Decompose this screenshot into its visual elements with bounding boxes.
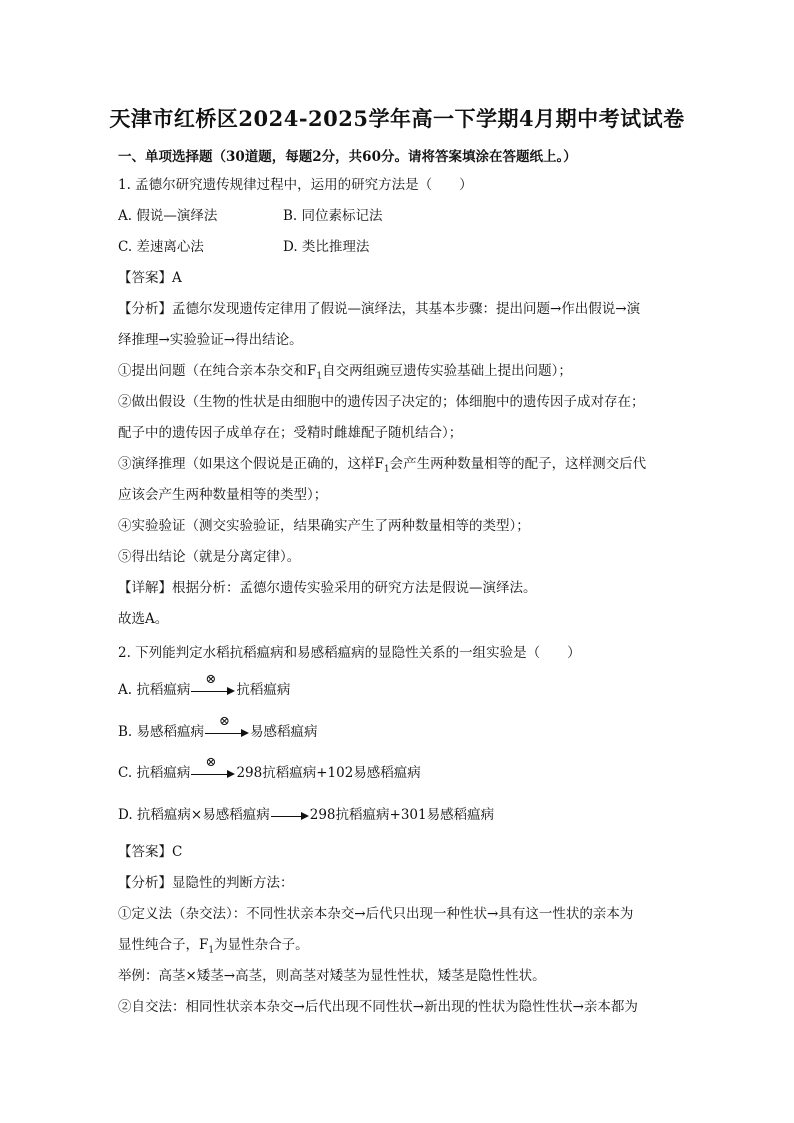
q2-option-c-parent: C. 抗稻瘟病 — [118, 765, 191, 781]
q2-option-d-offspring: 298抗稻瘟病+301易感稻瘟病 — [309, 807, 495, 823]
selfing-arrow-icon — [191, 755, 235, 782]
q1-step3-text-b: 会产生两种数量相等的配子，这样测交后代 — [389, 456, 647, 472]
selfing-arrow-icon — [191, 672, 235, 699]
q2-option-a-parent: A. 抗稻瘟病 — [118, 682, 191, 698]
q2-stem: 2. 下列能判定水稻抗稻瘟病和易感稻瘟病的显隐性关系的一组实验是（ ） — [118, 645, 581, 661]
q1-option-d[interactable]: D. 类比推理法 — [283, 239, 370, 255]
section-heading: 一、单项选择题（30道题，每题2分，共60分。请将答案填涂在答题纸上。） — [118, 149, 577, 165]
q1-step2-line2: 配子中的遗传因子成单存在；受精时雌雄配子随机结合）； — [118, 425, 463, 441]
q2-method1-line2 — [118, 936, 309, 960]
page-title: 天津市红桥区2024-2025学年高一下学期4月期中考试试卷 — [109, 106, 685, 131]
q1-step3-line2: 应该会产生两种数量相等的类型）； — [118, 487, 328, 503]
subscript: 1 — [208, 945, 215, 956]
q2-method1-text-a: 显性纯合子，F — [118, 937, 209, 953]
q1-step2-line1: ②做出假设（生物的性状是由细胞中的遗传因子决定的；体细胞中的遗传因子成对存在； — [118, 394, 645, 410]
q2-answer: 【答案】C — [118, 844, 183, 860]
q1-step3-text-a: ③演绎推理（如果这个假说是正确的，这样F — [118, 456, 384, 472]
q2-option-a-offspring: 抗稻瘟病 — [236, 682, 291, 698]
selfing-arrow-icon — [205, 714, 249, 741]
q1-analysis-line1: 【分析】孟德尔发现遗传定律用了假说—演绎法，其基本步骤：提出问题→作出假说→演 — [118, 301, 641, 317]
q2-method1-text-b: 为显性杂合子。 — [214, 937, 309, 953]
q1-option-b[interactable]: B. 同位素标记法 — [283, 208, 383, 224]
q1-option-a[interactable]: A. 假说—演绎法 — [118, 208, 218, 224]
q2-example: 举例：高茎×矮茎→高茎，则高茎对矮茎为显性性状，矮茎是隐性性状。 — [118, 968, 546, 984]
q1-step1-text-b: 自交两组豌豆遗传实验基础上提出问题）； — [322, 363, 572, 379]
q2-method1-line1: ①定义法（杂交法）：不同性状亲本杂交→后代只出现一种性状→具有这一性状的亲本为 — [118, 906, 634, 922]
q1-step1 — [118, 362, 572, 386]
q2-option-b-parent: B. 易感稻瘟病 — [118, 724, 205, 740]
subscript: 1 — [316, 371, 323, 382]
selfing-symbol-icon: ⊗ — [219, 714, 230, 729]
cross-arrow-icon — [271, 806, 309, 824]
q1-analysis-line2: 绎推理→实验验证→得出结论。 — [118, 332, 303, 348]
q2-option-d[interactable] — [118, 806, 494, 824]
subscript: 1 — [383, 464, 390, 475]
q2-option-c[interactable] — [118, 755, 421, 782]
q1-choose: 故选A。 — [118, 611, 169, 627]
q2-option-a[interactable] — [118, 672, 291, 699]
q1-stem: 1. 孟德尔研究遗传规律过程中，运用的研究方法是（ ） — [118, 177, 473, 193]
q2-option-c-offspring: 298抗稻瘟病+102易感稻瘟病 — [236, 765, 421, 781]
q1-step3-line1 — [118, 455, 646, 479]
q2-method2: ②自交法：相同性状亲本杂交→后代出现不同性状→新出现的性状为隐性性状→亲本都为 — [118, 999, 638, 1015]
q1-answer: 【答案】A — [118, 270, 182, 286]
selfing-symbol-icon: ⊗ — [205, 755, 217, 770]
selfing-symbol-icon: ⊗ — [205, 672, 217, 687]
q1-option-c[interactable]: C. 差速离心法 — [118, 239, 204, 255]
q2-option-d-parents: D. 抗稻瘟病×易感稻瘟病 — [118, 807, 270, 823]
q1-detail: 【详解】根据分析：孟德尔遗传实验采用的研究方法是假说—演绎法。 — [118, 580, 537, 596]
q2-option-b-offspring: 易感稻瘟病 — [250, 724, 318, 740]
q2-option-b[interactable] — [118, 714, 318, 741]
q1-step4: ④实验验证（测交实验验证，结果确实产生了两种数量相等的类型）； — [118, 518, 530, 534]
q1-step1-text-a: ①提出问题（在纯合亲本杂交和F — [118, 363, 317, 379]
q1-step5: ⑤得出结论（就是分离定律）。 — [118, 549, 301, 565]
q2-analysis: 【分析】显隐性的判断方法： — [118, 875, 294, 891]
